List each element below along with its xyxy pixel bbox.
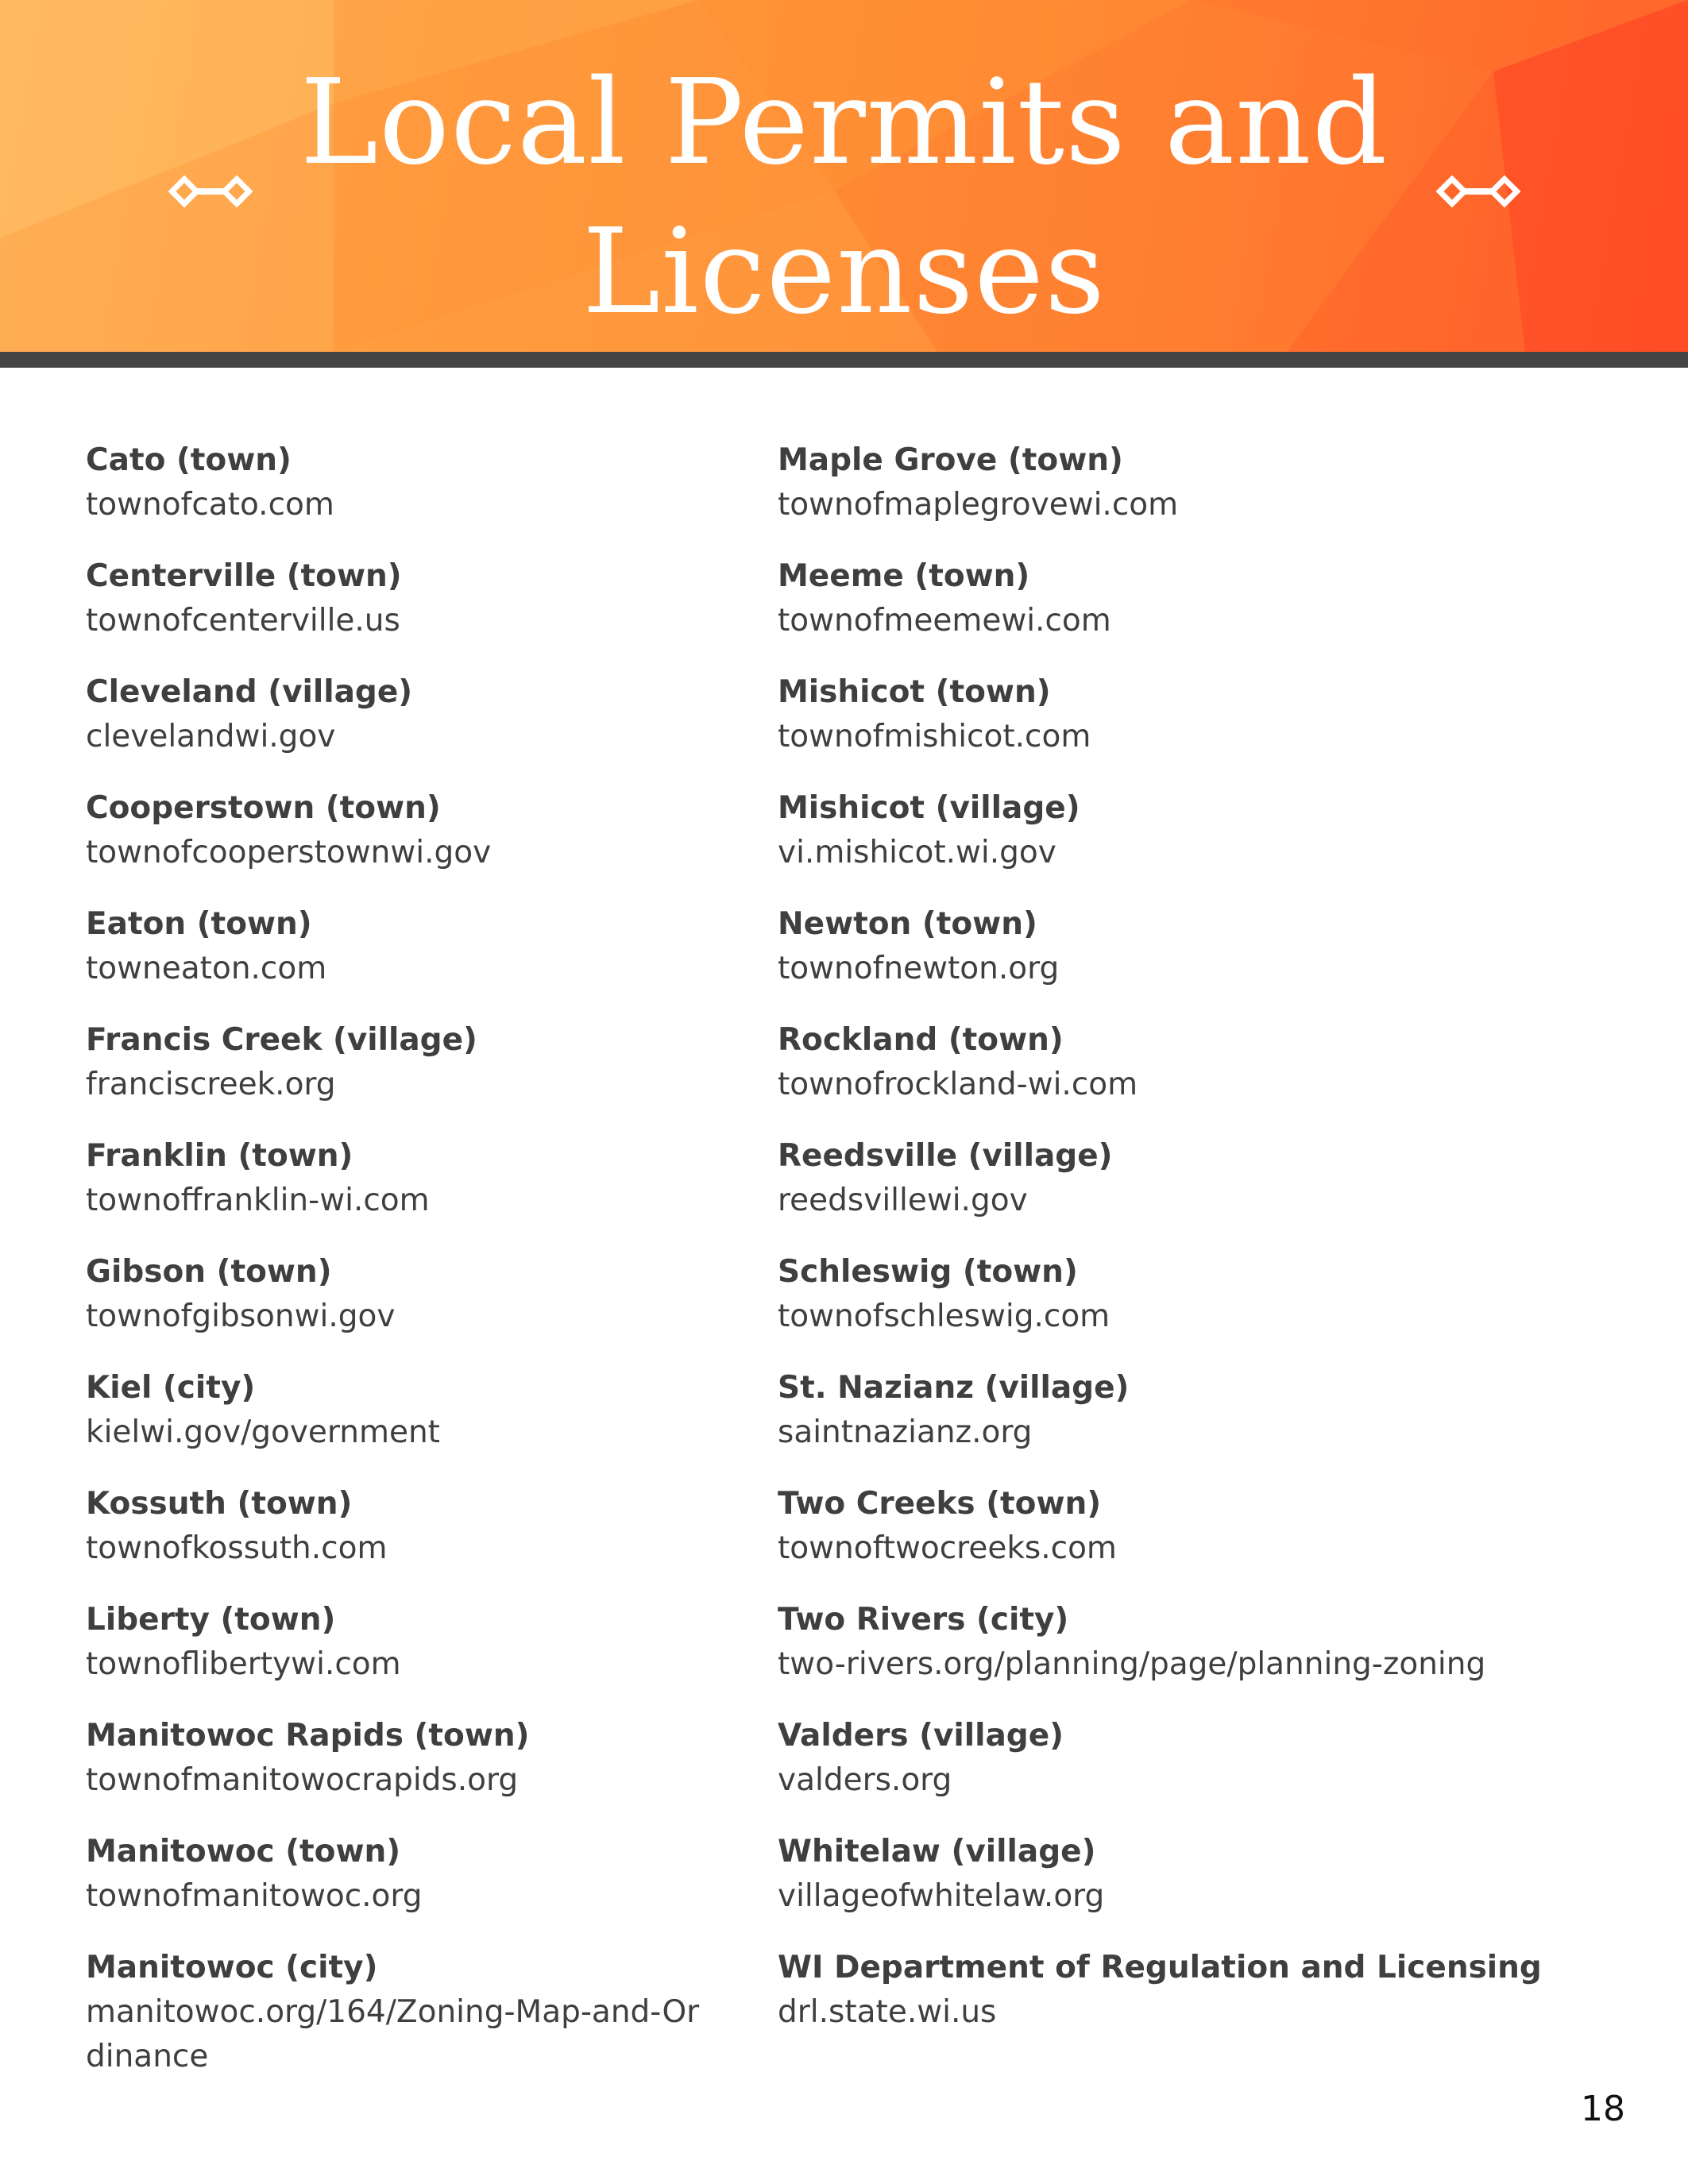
left-municipality-list xyxy=(86,438,832,2074)
municipality-url[interactable]: townoffranklin-wi.com xyxy=(86,1183,430,1218)
list-item xyxy=(778,1946,1604,2062)
municipality-url[interactable]: townofschleswig.com xyxy=(778,1298,1111,1334)
municipality-url[interactable]: townofnewton.org xyxy=(778,951,1060,986)
list-item xyxy=(86,1366,832,1482)
municipality-url[interactable]: townoftwocreeks.com xyxy=(778,1530,1117,1566)
municipality-url[interactable]: townofmanitowoc.org xyxy=(86,1878,423,1914)
municipality-url[interactable]: valders.org xyxy=(778,1762,952,1798)
municipality-url[interactable]: franciscreek.org xyxy=(86,1067,336,1102)
list-item xyxy=(86,1946,832,2074)
municipality-name: Reedsville (village) xyxy=(778,1138,1113,1174)
diamond-link-ornament-icon xyxy=(167,174,254,209)
municipality-name: Kossuth (town) xyxy=(86,1486,353,1522)
municipality-url[interactable]: townofgibsonwi.gov xyxy=(86,1298,396,1334)
right-municipality-list xyxy=(778,438,1604,2062)
list-item xyxy=(778,670,1604,786)
list-item xyxy=(778,1482,1604,1598)
municipality-url[interactable]: drl.state.wi.us xyxy=(778,1994,997,2030)
municipality-name: Valders (village) xyxy=(778,1718,1064,1754)
municipality-url[interactable]: townofkossuth.com xyxy=(86,1530,388,1566)
list-item xyxy=(86,902,832,1018)
municipality-url[interactable]: townofcenterville.us xyxy=(86,603,400,639)
municipality-url[interactable]: reedsvillewi.gov xyxy=(778,1183,1028,1218)
municipality-name: Maple Grove (town) xyxy=(778,442,1123,478)
list-item xyxy=(778,786,1604,902)
municipality-url[interactable]: towneaton.com xyxy=(86,951,327,986)
list-item xyxy=(778,438,1604,554)
municipality-name: Eaton (town) xyxy=(86,906,312,942)
municipality-url[interactable]: vi.mishicot.wi.gov xyxy=(778,835,1056,870)
municipality-url[interactable]: kielwi.gov/government xyxy=(86,1414,440,1450)
municipality-name: Centerville (town) xyxy=(86,558,402,594)
list-item xyxy=(778,1250,1604,1366)
diamond-link-ornament-icon xyxy=(1435,174,1522,209)
municipality-name: Manitowoc Rapids (town) xyxy=(86,1718,530,1754)
municipality-name: Newton (town) xyxy=(778,906,1037,942)
page-number: 18 xyxy=(1581,2089,1625,2129)
municipality-name: Gibson (town) xyxy=(86,1254,332,1290)
list-item xyxy=(86,1018,832,1134)
list-item xyxy=(86,1250,832,1366)
municipality-name: Two Creeks (town) xyxy=(778,1486,1102,1522)
municipality-name: Cooperstown (town) xyxy=(86,790,441,826)
list-item xyxy=(778,1134,1604,1250)
municipality-name: St. Nazianz (village) xyxy=(778,1370,1130,1406)
municipality-name: Manitowoc (city) xyxy=(86,1950,378,1985)
municipality-url[interactable]: townofmishicot.com xyxy=(778,719,1091,754)
municipality-url[interactable]: villageofwhitelaw.org xyxy=(778,1878,1105,1914)
list-item xyxy=(86,554,832,670)
municipality-name: WI Department of Regulation and Licensing xyxy=(778,1950,1542,1985)
municipality-name: Manitowoc (town) xyxy=(86,1834,401,1870)
list-item xyxy=(778,902,1604,1018)
municipality-name: Cleveland (village) xyxy=(86,674,413,710)
list-item xyxy=(778,1830,1604,1946)
municipality-url[interactable]: townofcato.com xyxy=(86,487,334,523)
municipality-url[interactable]: townofmaplegrovewi.com xyxy=(778,487,1179,523)
municipality-url[interactable]: townoflibertywi.com xyxy=(86,1646,401,1682)
municipality-name: Rockland (town) xyxy=(778,1022,1064,1058)
municipality-url[interactable]: townofrockland-wi.com xyxy=(778,1067,1138,1102)
municipality-name: Kiel (city) xyxy=(86,1370,256,1406)
municipality-name: Franklin (town) xyxy=(86,1138,353,1174)
list-item xyxy=(86,1482,832,1598)
municipality-name: Mishicot (town) xyxy=(778,674,1051,710)
list-item xyxy=(86,438,832,554)
municipality-url[interactable]: townofmeemewi.com xyxy=(778,603,1111,639)
municipality-url[interactable]: townofcooperstownwi.gov xyxy=(86,835,492,870)
municipality-name: Mishicot (village) xyxy=(778,790,1080,826)
list-item xyxy=(778,554,1604,670)
municipality-url[interactable]: clevelandwi.gov xyxy=(86,719,336,754)
list-item xyxy=(778,1018,1604,1134)
list-item xyxy=(86,1598,832,1714)
municipality-name: Two Rivers (city) xyxy=(778,1602,1069,1638)
list-item xyxy=(86,670,832,786)
list-item xyxy=(86,786,832,902)
municipality-name: Liberty (town) xyxy=(86,1602,336,1638)
municipality-url[interactable]: manitowoc.org/164/Zoning-Map-and-Ordinance xyxy=(86,1994,700,2074)
list-item xyxy=(86,1134,832,1250)
header-divider-bar xyxy=(0,352,1688,368)
municipality-name: Whitelaw (village) xyxy=(778,1834,1096,1870)
municipality-name: Francis Creek (village) xyxy=(86,1022,477,1058)
list-item xyxy=(778,1714,1604,1830)
municipality-url[interactable]: two-rivers.org/planning/page/planning-zoning xyxy=(778,1646,1486,1682)
municipality-url[interactable]: saintnazianz.org xyxy=(778,1414,1033,1450)
municipality-name: Cato (town) xyxy=(86,442,292,478)
list-item xyxy=(86,1714,832,1830)
municipality-name: Meeme (town) xyxy=(778,558,1030,594)
list-item xyxy=(778,1598,1604,1714)
list-item xyxy=(778,1366,1604,1482)
page-title: Local Permits and Licenses xyxy=(299,54,1389,340)
municipality-name: Schleswig (town) xyxy=(778,1254,1078,1290)
list-item xyxy=(86,1830,832,1946)
municipality-url[interactable]: townofmanitowocrapids.org xyxy=(86,1762,519,1798)
